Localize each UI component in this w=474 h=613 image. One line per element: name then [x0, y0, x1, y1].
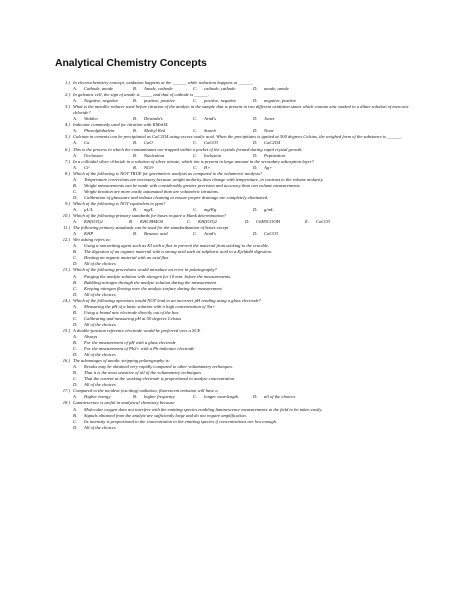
- option-text: higher frequency: [144, 394, 176, 400]
- option-letter: A.: [73, 152, 77, 158]
- option-letter: A.: [73, 303, 77, 309]
- option-letter: D.: [253, 152, 258, 158]
- question-row: [56, 171, 426, 177]
- question-row: [56, 388, 426, 394]
- question-number: 16.): [62, 358, 70, 364]
- option-text: longer wavelength: [204, 394, 239, 400]
- option-letter: A.: [73, 364, 77, 370]
- question-number: 1.): [65, 80, 70, 85]
- option-letter: B.: [73, 309, 77, 315]
- option-text: All of the choices: [84, 321, 116, 327]
- question-row: [56, 92, 426, 98]
- option-letter: C.: [73, 188, 78, 194]
- question-number: 11.): [63, 225, 70, 231]
- option-letter: C.: [73, 255, 78, 261]
- question-number: 12.): [62, 237, 70, 243]
- option-text: Devarda's: [144, 116, 163, 122]
- question-item: [56, 171, 426, 201]
- option-letter: D.: [73, 321, 78, 327]
- option-text: NO3-: [144, 164, 155, 170]
- question-number: 6.): [65, 146, 70, 152]
- option-text: Using a nonwetting agent such as KI with a flux to prevent the material from sticking to the crucible.: [84, 243, 270, 249]
- option-text: All of the choices: [84, 382, 116, 388]
- option-text: positive, negative: [204, 98, 237, 104]
- option-text: Benzoic acid: [144, 231, 168, 237]
- option-text: Calibrating and measuring pH at 50 degrees Celsius: [84, 315, 182, 321]
- option-text: Weight titration are more easily automated than are volumetric titrations.: [84, 188, 220, 194]
- option-text: Using a brand new electrode directly out of the box: [84, 309, 179, 315]
- question-number: 4.): [65, 122, 70, 128]
- option-text: KHC8H4O4: [140, 219, 163, 225]
- page-title: Analytical Chemistry Concepts: [55, 57, 207, 69]
- option-letter: A.: [73, 406, 77, 412]
- question-row: [56, 328, 426, 334]
- question-row: [56, 104, 426, 116]
- question-item: [56, 358, 426, 388]
- option-letter: D.: [73, 424, 78, 430]
- question-text: This is the process in which the contaminants are trapped within a pocket of the crystals formed during rapid crystal growth.: [73, 146, 303, 152]
- option-letter: D.: [73, 291, 78, 297]
- option-text: None: [264, 128, 274, 134]
- question-text: A double-junction reference electrode would be preferred over a SCE: [73, 327, 201, 333]
- question-text: Indicator commonly used for titration with KMnO4.: [73, 122, 169, 128]
- option-text: That it is the most sensitive of all of the voltammetry techniques: [84, 370, 201, 376]
- question-item: [56, 104, 426, 122]
- option-letter: D.: [253, 140, 258, 146]
- option-letter: B.: [73, 249, 77, 255]
- option-letter: B.: [73, 412, 77, 418]
- question-text: Which of the following is NOT TRUE for gravimetric analysis as compared to the volumetric analysis?: [73, 170, 263, 176]
- option-letter: A.: [73, 333, 77, 339]
- option-text: All of the choices: [84, 352, 116, 358]
- option-letter: B.: [133, 86, 137, 92]
- option-text: negative, positive: [264, 98, 297, 104]
- option-letter: B.: [73, 340, 77, 346]
- option-text: Cl-: [84, 164, 90, 170]
- option-text: Negative, negative: [84, 98, 119, 104]
- option-text: Walden: [84, 116, 98, 122]
- question-text: The following primary standards can be used for the standardization of bases except: [73, 225, 229, 231]
- option-letter: C.: [193, 116, 198, 122]
- option-letter: D.: [73, 261, 78, 267]
- question-row: [56, 298, 426, 304]
- option-text: Ca: [84, 140, 90, 146]
- option-text: Jones: [264, 116, 275, 122]
- option-letter: D.: [73, 352, 78, 358]
- option-text: KH(IO3)2: [198, 219, 217, 225]
- answer-option: [56, 425, 426, 431]
- question-text: In electrochemistry concept, oxidation happens at the ______ while reduction happens at ______.: [73, 80, 254, 85]
- option-letter: B.: [73, 182, 77, 188]
- option-letter: E.: [305, 219, 309, 225]
- option-letter: C.: [193, 98, 198, 104]
- option-letter: B.: [133, 152, 137, 158]
- option-text: CaCO3: [264, 231, 279, 237]
- option-text: Occlusion: [84, 152, 103, 158]
- option-text: cathode, cathode: [204, 86, 236, 92]
- question-text: Calcium in cements can be precipitated as CaC2O4 using excess oxalic acid. When the precipitates is ignited at 500 degrees Celsius, the weighed form of the substance is ______.: [73, 134, 403, 140]
- option-letter: C.: [193, 164, 198, 170]
- option-letter: D.: [73, 194, 78, 200]
- question-number: 13.): [62, 267, 70, 273]
- option-letter: D.: [245, 219, 250, 225]
- option-text: Cathode, anode: [84, 86, 114, 92]
- option-letter: C.: [73, 285, 78, 291]
- option-letter: C.: [193, 140, 198, 146]
- option-text: For the measurement of Pb2+ with a Pb indicator electrode: [84, 346, 195, 352]
- question-item: [56, 298, 426, 328]
- question-text: Which of the following operators would NOT lead to an incorrect pH reading using a glass electrode?: [73, 297, 261, 303]
- option-text: mg/Kg: [204, 206, 217, 212]
- option-letter: D.: [253, 98, 258, 104]
- question-item: [56, 237, 426, 267]
- question-row: [56, 80, 426, 86]
- question-number: 5.): [65, 134, 70, 140]
- option-letter: B.: [133, 231, 137, 237]
- question-number: 3.): [65, 104, 70, 110]
- option-text: The digestion of an organic material with a strong acid such as sulphuric acid in a Kjeldahl digestion.: [84, 249, 273, 255]
- question-item: [56, 388, 426, 400]
- question-item: [56, 400, 426, 430]
- question-text: Which of the following procedures would introduce an error in polarography?: [73, 267, 217, 273]
- option-letter: C.: [193, 86, 198, 92]
- option-text: Peptization: [264, 152, 285, 158]
- option-letter: A.: [73, 86, 77, 92]
- question-text: In galvanic cell, the sign of anode is _____ and that of cathode is ______.: [73, 92, 210, 98]
- option-text: Bubbling nitrogen through the analyte solution during the measurement: [84, 279, 216, 285]
- question-row: [56, 225, 426, 231]
- option-letter: D.: [253, 86, 258, 92]
- option-text: µL/L: [84, 206, 94, 212]
- option-text: That the current at the working electrode is proportional to analyte concentration.: [84, 376, 236, 382]
- option-letter: A.: [73, 219, 77, 225]
- option-letter: C.: [193, 231, 198, 237]
- option-text: KHP: [84, 231, 94, 237]
- option-text: anode, anode: [264, 86, 289, 92]
- option-letter: A.: [73, 140, 77, 146]
- option-letter: C.: [73, 346, 78, 352]
- question-row: [56, 400, 426, 406]
- question-row: [56, 267, 426, 273]
- option-text: Weight measurements can be made with considerably greater precision and accuracy than can volume measurements.: [84, 182, 301, 188]
- option-text: Heating an organic material with an acid flux: [84, 255, 169, 261]
- option-text: Always: [84, 333, 98, 339]
- option-letter: A.: [73, 206, 77, 212]
- option-text: Signals obtained from the analyte are sufficiently large and do not require amplification.: [84, 412, 247, 418]
- question-item: [56, 134, 426, 146]
- option-letter: D.: [253, 231, 258, 237]
- option-letter: D.: [253, 164, 258, 170]
- option-text: g/mL: [264, 206, 274, 212]
- option-text: CaC2O4: [264, 140, 281, 146]
- option-text: All of the choices: [84, 424, 116, 430]
- question-text: What is the metallic reducer used before titration of the analyte in the sample that is present in two different oxidation states which contain zinc soaked in a dilute solution of mercuric chloride?: [73, 104, 409, 116]
- option-text: mg/L: [144, 206, 154, 212]
- question-number: 15.): [62, 327, 70, 333]
- question-text: Compared to the incident (exciting) radiation, fluorescent emission will have a: [73, 388, 218, 394]
- option-letter: A.: [73, 273, 77, 279]
- option-letter: B.: [133, 116, 137, 122]
- question-number: 8.): [65, 170, 70, 176]
- option-letter: D.: [253, 128, 258, 134]
- option-text: Higher energy: [84, 394, 111, 400]
- option-letter: D.: [253, 394, 258, 400]
- option-letter: C.: [193, 394, 198, 400]
- option-text: For the measurement of pH with a glass electrode: [84, 340, 176, 346]
- option-text: Temperature corrections are necessary because weight molarity does change with temperature, in contrast to the volume molarity.: [84, 176, 324, 182]
- question-row: [56, 147, 426, 153]
- option-letter: B.: [133, 140, 137, 146]
- question-number: 10.): [62, 213, 70, 219]
- option-text: Molecular oxygen does not interfere with the emitting species enabling luminescence measurements in the field to be taken easily.: [84, 406, 323, 412]
- question-text: Which of the following is NOT equivalent to ppm?: [73, 200, 166, 206]
- question-number: 7.): [65, 158, 70, 164]
- option-text: All of the choices: [84, 261, 116, 267]
- question-item: [56, 147, 426, 159]
- option-letter: A.: [73, 116, 77, 122]
- question-row: [56, 213, 426, 219]
- question-item: [56, 92, 426, 104]
- option-text: H+: [204, 164, 211, 170]
- question-item: [56, 328, 426, 358]
- option-letter: B.: [129, 219, 133, 225]
- question-text: The advantages of anodic stripping polarography is:: [73, 358, 171, 364]
- option-text: CaO: [144, 140, 153, 146]
- option-text: CaCO3: [316, 219, 331, 225]
- option-letter: B.: [133, 128, 137, 134]
- question-text: Which of the following primary standards for bases require a blank determination?: [73, 213, 226, 219]
- option-text: Arnd's: [204, 231, 216, 237]
- option-text: C6H5COOH: [256, 219, 280, 225]
- option-letter: B.: [73, 279, 77, 285]
- question-text: In a colloidal silver chloride in a solution of silver nitrate, which ion is present in large amount in the secondary adsorption layer?: [73, 158, 314, 164]
- option-letter: D.: [73, 382, 78, 388]
- question-item: [56, 122, 426, 134]
- question-item: [56, 80, 426, 92]
- option-text: KH(IO3)2: [84, 219, 103, 225]
- option-text: Ag+: [264, 164, 273, 170]
- option-text: Results may be obtained very rapidly compared to other voltammetry techniques.: [84, 364, 234, 370]
- question-item: [56, 201, 426, 213]
- option-text: All of the choices: [84, 291, 116, 297]
- option-text: Anode, cathode: [144, 86, 173, 92]
- option-letter: A.: [73, 394, 77, 400]
- question-row: [56, 358, 426, 364]
- option-letter: C.: [73, 376, 78, 382]
- option-text: Purging the analyte solution with nitrogen for 10 min. before the measurements.: [84, 273, 232, 279]
- option-letter: C.: [73, 315, 78, 321]
- question-number: 18.): [62, 400, 70, 406]
- option-letter: C.: [193, 128, 198, 134]
- option-text: Methyl Red: [144, 128, 166, 134]
- option-letter: A.: [73, 164, 77, 170]
- question-text: Luminescence is useful in analytical chemistry because: [73, 400, 175, 406]
- option-letter: B.: [133, 164, 137, 170]
- option-text: Starch: [204, 128, 216, 134]
- option-letter: B.: [133, 206, 137, 212]
- option-text: CaCO3: [204, 140, 219, 146]
- option-letter: A.: [73, 128, 77, 134]
- option-letter: A.: [73, 98, 77, 104]
- option-letter: D.: [253, 116, 258, 122]
- option-letter: A.: [73, 176, 77, 182]
- option-text: Arnd's: [204, 116, 216, 122]
- question-number: 9.): [65, 200, 70, 206]
- option-letter: A.: [73, 243, 77, 249]
- option-text: Measuring the pH of a basic solution with a high concentration of Na+: [84, 303, 216, 309]
- option-text: positive, positive: [144, 98, 175, 104]
- question-item: [56, 213, 426, 225]
- option-text: Inclusion: [204, 152, 222, 158]
- question-row: [56, 159, 426, 165]
- question-row: [56, 134, 426, 140]
- question-number: 17.): [62, 388, 70, 394]
- option-letter: B.: [133, 98, 137, 104]
- option-letter: C.: [73, 418, 78, 424]
- option-letter: A.: [73, 231, 77, 237]
- question-item: [56, 159, 426, 171]
- option-text: Calibration of glassware and tedious cleaning to ensure proper drainage are completely eliminated.: [84, 194, 269, 200]
- question-item: [56, 267, 426, 297]
- question-number: 2.): [65, 92, 70, 98]
- option-text: Nucleation: [144, 152, 165, 158]
- question-row: [56, 122, 426, 128]
- question-text: Wet ashing refers to:: [73, 237, 112, 243]
- option-letter: C.: [187, 219, 192, 225]
- option-text: Its intensity is proportional to the concentration to the emitting species if concentrations are low enough.: [84, 418, 278, 424]
- question-item: [56, 225, 426, 237]
- question-number: 14.): [62, 297, 70, 303]
- question-row: [56, 201, 426, 207]
- option-letter: B.: [133, 394, 137, 400]
- option-letter: C.: [193, 152, 198, 158]
- question-row: [56, 237, 426, 243]
- option-text: all of the choices: [264, 394, 296, 400]
- option-text: Phenolphthalein: [84, 128, 115, 134]
- question-list: [56, 80, 426, 431]
- option-letter: B.: [73, 370, 77, 376]
- option-letter: D.: [253, 206, 258, 212]
- option-text: Keeping nitrogen flowing over the analyte surface during the measurement: [84, 285, 222, 291]
- option-letter: C.: [193, 206, 198, 212]
